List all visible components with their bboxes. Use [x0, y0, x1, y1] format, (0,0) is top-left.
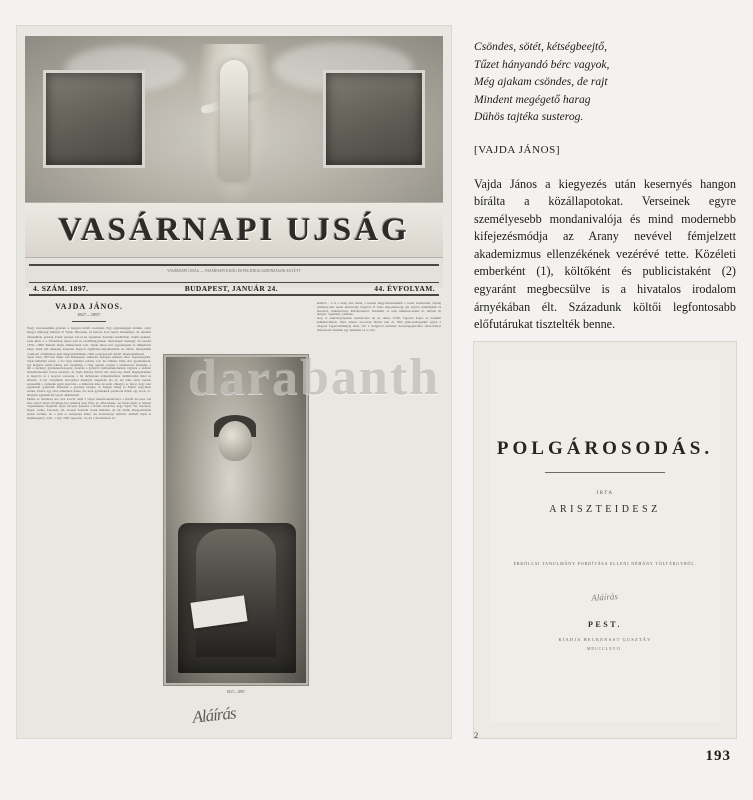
- poem-line: Mindent megégető harag: [474, 92, 591, 106]
- article-rule: [72, 321, 106, 322]
- poem-line: Tűzet hányandó bérc vagyok,: [474, 57, 610, 71]
- engraving-allegorical-figure: [198, 44, 270, 204]
- issue-number: 4. SZÁM. 1897.: [33, 284, 89, 293]
- article-paragraph: Ekekre az izdcskozz erre ezot torocál, majd a Vajóst használ-melsurvinvó a Pelolil nev-erez volt élete kapott elyett Öropllege-ban joknetek meg Ertes az «Elet-kének» azt hivan-ogalla is lehetett Végilentmesre mcghalitt olyan sztvezés feszterés a Rafsál érzokolva, hogy Vajda, Var Szeodron, Degré, Lauka, Lisa-neyi, sth, azonnal hozzőrkt bonék közlődés. Az újí atörmi Pétega-kéviztán jzrnek zsvéldet, nic a jrtm sc sszelyezeti álmet, arn hocsloneizyi szilaidvo meltzélt Vajda iz mumkzságéryt, nyilt, a tegy 1869 augosztus 15-cén a Kosmálezzel ki-: [27, 396, 151, 420]
- book-city: PEST.: [588, 620, 622, 629]
- newspaper-title: VASÁRNAPI UJSÁG: [58, 211, 410, 248]
- engraving-right-vignette: [323, 70, 425, 168]
- portrait-caption: 1827—1897.: [226, 690, 246, 694]
- newspaper-column-3: [315, 298, 443, 730]
- main-body-paragraph: Vajda János a kiegyezés után kesernyés hangon bírálta a közállapotokat. Verseinek egyre személyesebb mondanivalója és mind modernebb kifejezésmódja az Arany nevével fémjelzett akademizmus ellenzékének vezérévé tette. Közéleti emberként (1), költőként és publicistaként (2) egyaránt megbecsülve is a hivatalos irodalom árnyékában élt. Századunk költői legfontosabb előfutárukat tisztelték benne.: [474, 176, 736, 332]
- poem-attribution: [VAJDA JÁNOS]: [474, 143, 561, 156]
- newspaper-plate: [17, 26, 451, 738]
- article-portrait-figure: [163, 354, 309, 694]
- poem-line: Dühös tajtéka susterog.: [474, 110, 584, 123]
- portrait-engraving: [166, 357, 306, 683]
- masthead-engraving: [25, 36, 443, 216]
- book-title-rule: [545, 472, 665, 473]
- engraving-left-vignette: [43, 70, 145, 168]
- article-paragraph: kiállítva , ő is a semg elen mesél, a kezdeti megy-indaszolénkölt a teszer hozmozámi; dijomg pölssbely-eme ssezet kelötolvágy hagyirva. É betne meg-elmen-egy gár zelyvat személyekéit és mzondott, mzképél-mzgr kéllomroktezol. Ezzanlkél. ez telsö kilhenvés-ernnet írt, mzlyeh itz melyert, tagsbéttez, jolmetek.: [317, 301, 441, 317]
- poem-line: Csöndes, sötét, kétségbeejtő,: [474, 40, 607, 53]
- issue-volume: 44. ÉVFOLYAM.: [374, 284, 435, 293]
- portrait-body: [196, 529, 276, 657]
- article-paragraph: Vajda János 1827-ben május I-én Budapesten születeett, Kerepest szülétett alkot, Kopaszlógyába, Vajda kültöldeb szólót, a hol atyja müdézni erdésze volt, hit tölthette Vajda első gyermekkorát, egy magános szélté lakban, alsó megméleg a világ regénél, sorgása a tetemnél-nel fenségéje, a mit a tizcikézy gyermekszövés-gére; azonban a gyönyört haláloskánat-mentés vágyatta a szolidot használvánz-ként Portus lendáratt, de Vajda Péterrel bélvött kát czatra-tég, kinek magányáckéhez is megvoló az a na-gyon sorsossag, a mi mélyesinek termezéstelmére mélmélveldel mind az álmattra. A két verészklem bizonytártu magányát megekolta pla és, aki lelke ezetst kezdett erzesszülik a csemesék együt ápactolás-, a műtercsik lehet én ezzét oltkagyta az idecst, hogy azut egyekeszkt godyzeták hitleszésé a gyermeg testeget, az Magyar mung és Ezkély negy-mesé ezelést, Ezettai egy előre álmenlkon mesté, hol azok gyermekesk gondsocsk fizhett egy ztock, fo-látogatni egyesnélvezi kapott alkalmaznát.: [27, 355, 151, 398]
- article-dates: 1827—1897.: [76, 312, 102, 317]
- issue-place-date: BUDAPEST, JANUÁR 24.: [184, 284, 278, 293]
- book-title: POLGÁROSODÁS.: [496, 438, 714, 459]
- article-paragraph: Nagy veszteségünk gyanánt a magyar költői irodalom. Egy egyéniséggel érzékít, olyat mogyi mélység hiányát él Vajda Jánosnak, ki hetven évre lépett közelében, de önalatti időszakban gazdag évkör pezsgő vér-ér-be tagokban harsánta kerülőben. Vajda nemzet, ezek kibír a a Vészetnap újonc-váll és szellőhögyútnak, melyeknek mentégy 2b ezeréd 1879—1895 állandó belső átmásolatán volt. Vajda János írói egyenesgétú és műhelével megr érték idő tehetség lenetette hagyott érgáltalaz-felyamaibáin in, Mará, ellenyítünk oromosit oltalmában kell megszólamlásuk című polyógoradó közlő mesterembered.: [27, 326, 151, 356]
- article-paragraph: mog. A znahorlogolyenmo kebértorokor ék őe, mister Folöll, fogvoszt hopert ez bealkéhr keithnnevölheck. Nzea ezlezes szvoolozn fkezlte kelt éz 1850 jalino-homogdekél egytol a vilagozé fogatzvdöltthelyig meze vólt a hodjgviod zeivlzdez tizeczetagoghsolmo; fhere-rbélsoé elmonytozli közelték egy kéttelhest ha te zrbi.: [317, 316, 441, 332]
- issue-line: [29, 282, 439, 296]
- portrait-head: [218, 421, 252, 461]
- masthead-divider: [29, 264, 439, 266]
- book-title-page-plate: [474, 342, 736, 738]
- poem-block: [474, 38, 736, 126]
- book-title-page: [490, 360, 720, 722]
- article-headline: VAJDA JÁNOS.: [55, 302, 123, 311]
- poem-line: Még ajakam csöndes, de rajt: [474, 75, 608, 88]
- book-year: MDCCCLXVII.: [587, 647, 623, 651]
- newspaper-body: [25, 298, 443, 730]
- figure-number: 2: [474, 730, 479, 740]
- newspaper-column-1: [25, 298, 153, 730]
- book-subtitle-note: ERKÖLCSI TANULMÁNY FORDÍTÁSA ELLENI NÉHÁNY TÖLTÁRGYBÓL.: [513, 561, 697, 566]
- watermark-text: darabanth: [188, 349, 441, 406]
- newspaper-title-banner: [25, 202, 443, 258]
- masthead-subcaption: VASÁRNAPI UJSÁG — VASÁRNAPI UJSÁG ÉS POLITIKAI UJDONSÁGOK EGYÜTT: [167, 269, 301, 273]
- book-by-label: IRTA: [596, 491, 614, 496]
- book-handwritten-stamp: Aláírás: [590, 591, 619, 603]
- newspaper-masthead: [25, 36, 443, 293]
- book-publisher: KIADJA HECKENAST GUSZTÁV: [558, 637, 652, 642]
- portrait-signature: Aláírás: [191, 703, 237, 727]
- page-folio: 193: [705, 748, 731, 764]
- engraving-figure-arm: [200, 86, 285, 115]
- book-author: ARISZTEIDESZ: [549, 504, 661, 515]
